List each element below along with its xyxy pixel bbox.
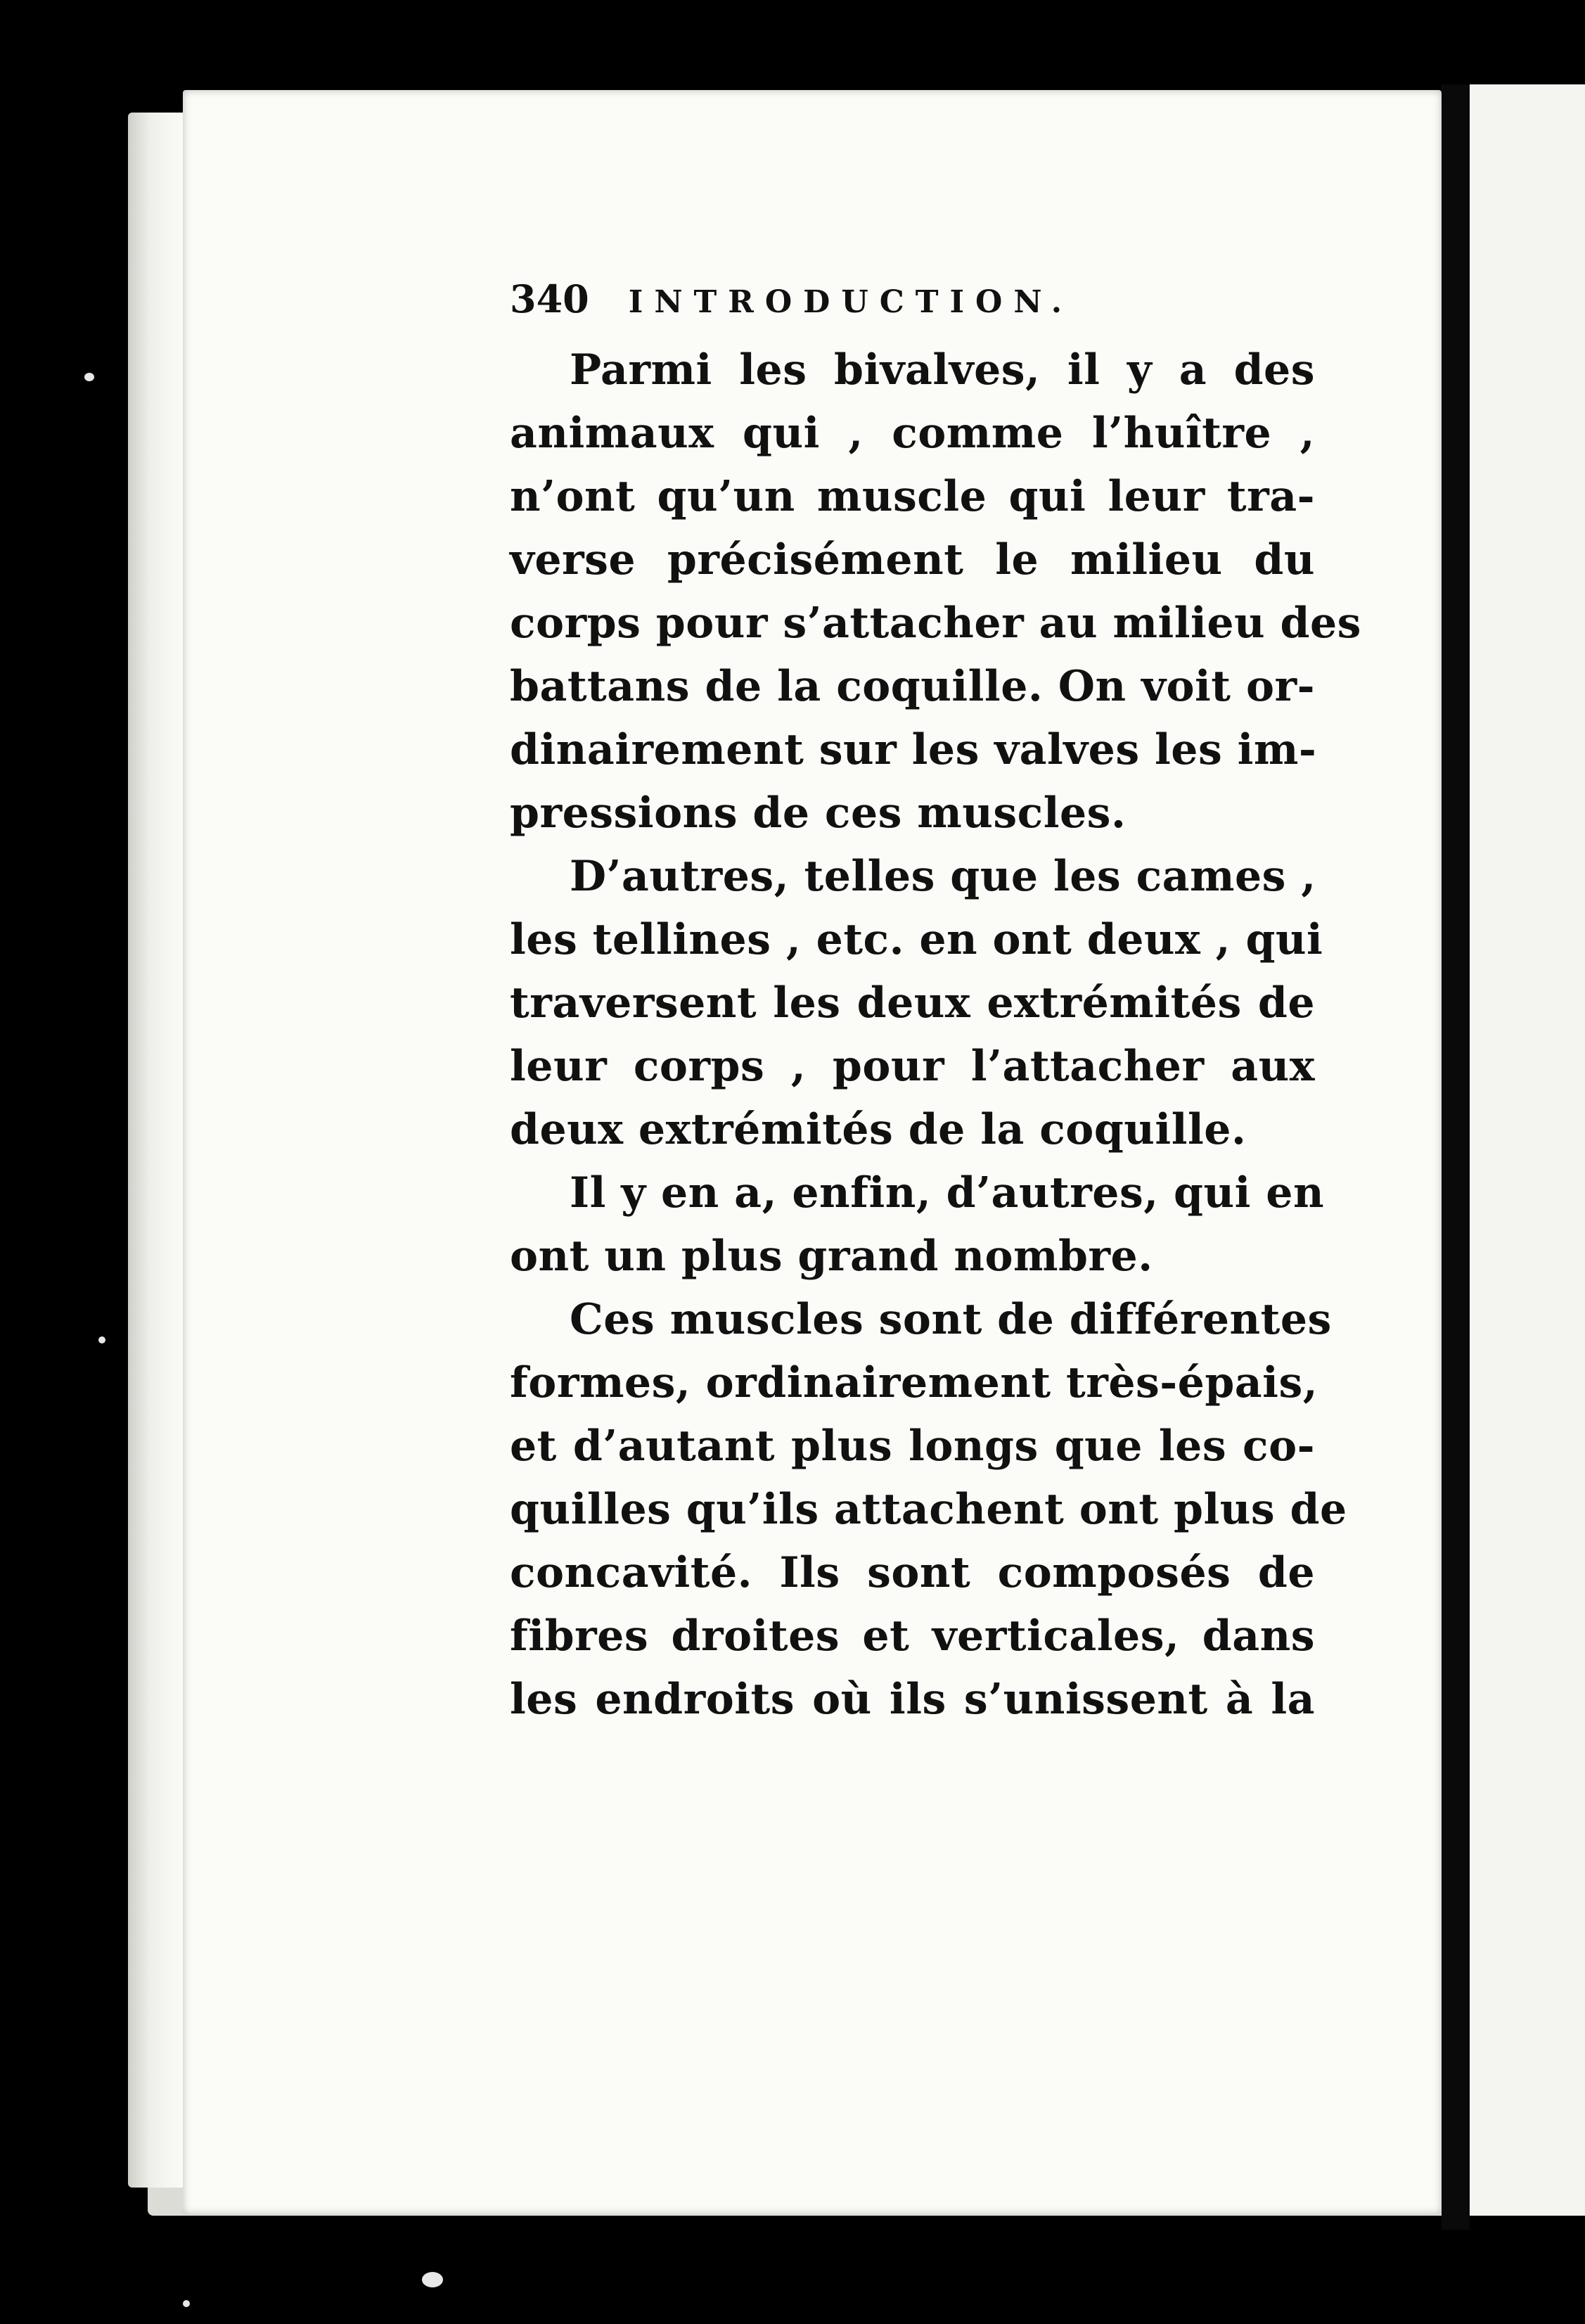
dust-speck: [84, 373, 94, 381]
text-line: animaux qui , comme l’huître ,: [510, 409, 1315, 458]
dust-speck: [98, 1336, 105, 1343]
running-head-title: INTRODUCTION.: [628, 284, 1074, 320]
running-head: [510, 278, 1315, 320]
facing-page-sliver: [1470, 84, 1585, 2216]
paragraph: [510, 338, 1361, 845]
text-line: les endroits où ils s’unissent à la: [510, 1675, 1315, 1724]
text-line: et d’autant plus longs que les co-: [510, 1422, 1315, 1471]
text-line: dinairement sur les valves les im-: [510, 725, 1317, 774]
text-line: les tellines , etc. en ont deux , qui: [510, 915, 1323, 964]
paragraph: [510, 1161, 1325, 1288]
text-line: battans de la coquille. On voit or-: [510, 662, 1315, 711]
text-line: verse précisément le milieu du: [510, 535, 1315, 585]
text-line: quilles qu’ils attachent ont plus de: [510, 1485, 1347, 1534]
text-line: ont un plus grand nombre.: [510, 1232, 1153, 1281]
text-line: D’autres, telles que les cames ,: [570, 852, 1316, 901]
page-text: [510, 276, 1361, 1731]
text-line: Il y en a, enfin, d’autres, qui en: [570, 1168, 1325, 1218]
text-line: pressions de ces muscles.: [510, 788, 1127, 838]
text-line: leur corps , pour l’attacher aux: [510, 1042, 1315, 1091]
text-line: Parmi les bivalves, il y a des: [570, 345, 1315, 395]
text-line: deux extrémités de la coquille.: [510, 1105, 1247, 1154]
text-line: corps pour s’attacher au milieu des: [510, 599, 1361, 648]
page-number: 340: [510, 276, 589, 321]
dust-speck: [422, 2272, 443, 2287]
text-line: traversent les deux extrémités de: [510, 978, 1315, 1028]
dust-speck: [183, 2300, 190, 2307]
text-line: concavité. Ils sont composés de: [510, 1548, 1315, 1597]
text-line: fibres droites et verticales, dans: [510, 1611, 1315, 1661]
book-gutter: [1442, 84, 1470, 2230]
text-line: formes, ordinairement très-épais,: [510, 1358, 1318, 1407]
paragraph: [510, 845, 1323, 1161]
page-left-edge: [128, 113, 191, 2188]
paragraph: [510, 1288, 1347, 1731]
text-line: Ces muscles sont de différentes: [570, 1295, 1332, 1344]
text-line: n’ont qu’un muscle qui leur tra-: [510, 472, 1315, 521]
